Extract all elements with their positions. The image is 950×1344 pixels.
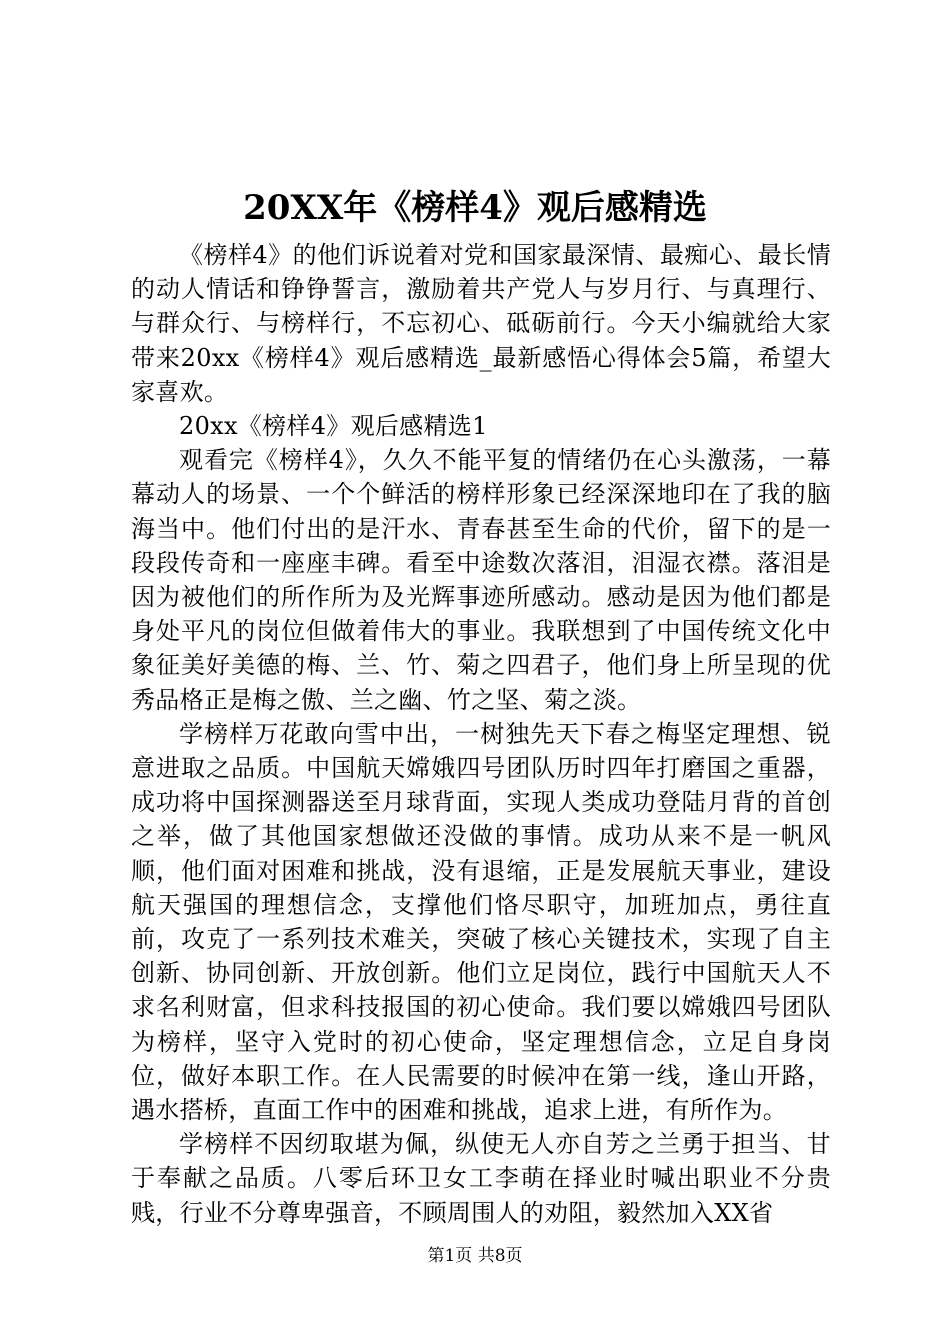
page-footer: 第1页 共8页 [427, 1246, 523, 1266]
section-heading: 20xx《榜样4》观后感精选1 [179, 412, 488, 441]
body-paragraph: 学榜样不因纫取堪为佩，纵使无人亦自芳之兰勇于担当、甘于奉献之品质。八零后环卫女工李萌在择业时喊出职业不分贵贱，行业不分尊卑强音，不顾周围人的劝阻，毅然加入XX省 [131, 1130, 831, 1227]
intro-paragraph: 《榜样4》的他们诉说着对党和国家最深情、最痴心、最长情的动人情话和铮铮誓言，激励着共产党人与岁月行、与真理行、与群众行、与榜样行，不忘初心、砥砺前行。今天小编就给大家带来20xx《榜样4》观后感精选_最新感悟心得体会5篇，希望大家喜欢。 [131, 241, 831, 406]
body-paragraph: 学榜样万花敢向雪中出，一树独先天下春之梅坚定理想、锐意进取之品质。中国航天嫦娥四号团队历时四年打磨国之重器，成功将中国探测器送至月球背面，实现人类成功登陆月背的首创之举，做了其他国家想做还没做的事情。成功从来不是一帆风顺，他们面对困难和挑战，没有退缩，正是发展航天事业，建设航天强国的理想信念，支撑他们恪尽职守，加班加点，勇往直前，攻克了一系列技术难关，突破了核心关键技术，实现了自主创新、协同创新、开放创新。他们立足岗位，践行中国航天人不求名利财富，但求科技报国的初心使命。我们要以嫦娥四号团队为榜样，坚守入党时的初心使命，坚定理想信念，立足自身岗位，做好本职工作。在人民需要的时候冲在第一线，逢山开路，遇水搭桥，直面工作中的困难和挑战，追求上进，有所作为。 [131, 719, 831, 1125]
body-paragraph: 观看完《榜样4》，久久不能平复的情绪仍在心头激荡，一幕幕动人的场景、一个个鲜活的榜样形象已经深深地印在了我的脑海当中。他们付出的是汗水、青春甚至生命的代价，留下的是一段段传奇和一座座丰碑。看至中途数次落泪，泪湿衣襟。落泪是因为被他们的所作所为及光辉事迹所感动。感动是因为他们都是身处平凡的岗位但做着伟大的事业。我联想到了中国传统文化中象征美好美德的梅、兰、竹、菊之四君子，他们身上所呈现的优秀品格正是梅之傲、兰之幽、竹之坚、菊之淡。 [131, 446, 831, 714]
document-title: 20XX年《榜样4》观后感精选 [243, 188, 707, 228]
document-body [131, 238, 831, 1230]
